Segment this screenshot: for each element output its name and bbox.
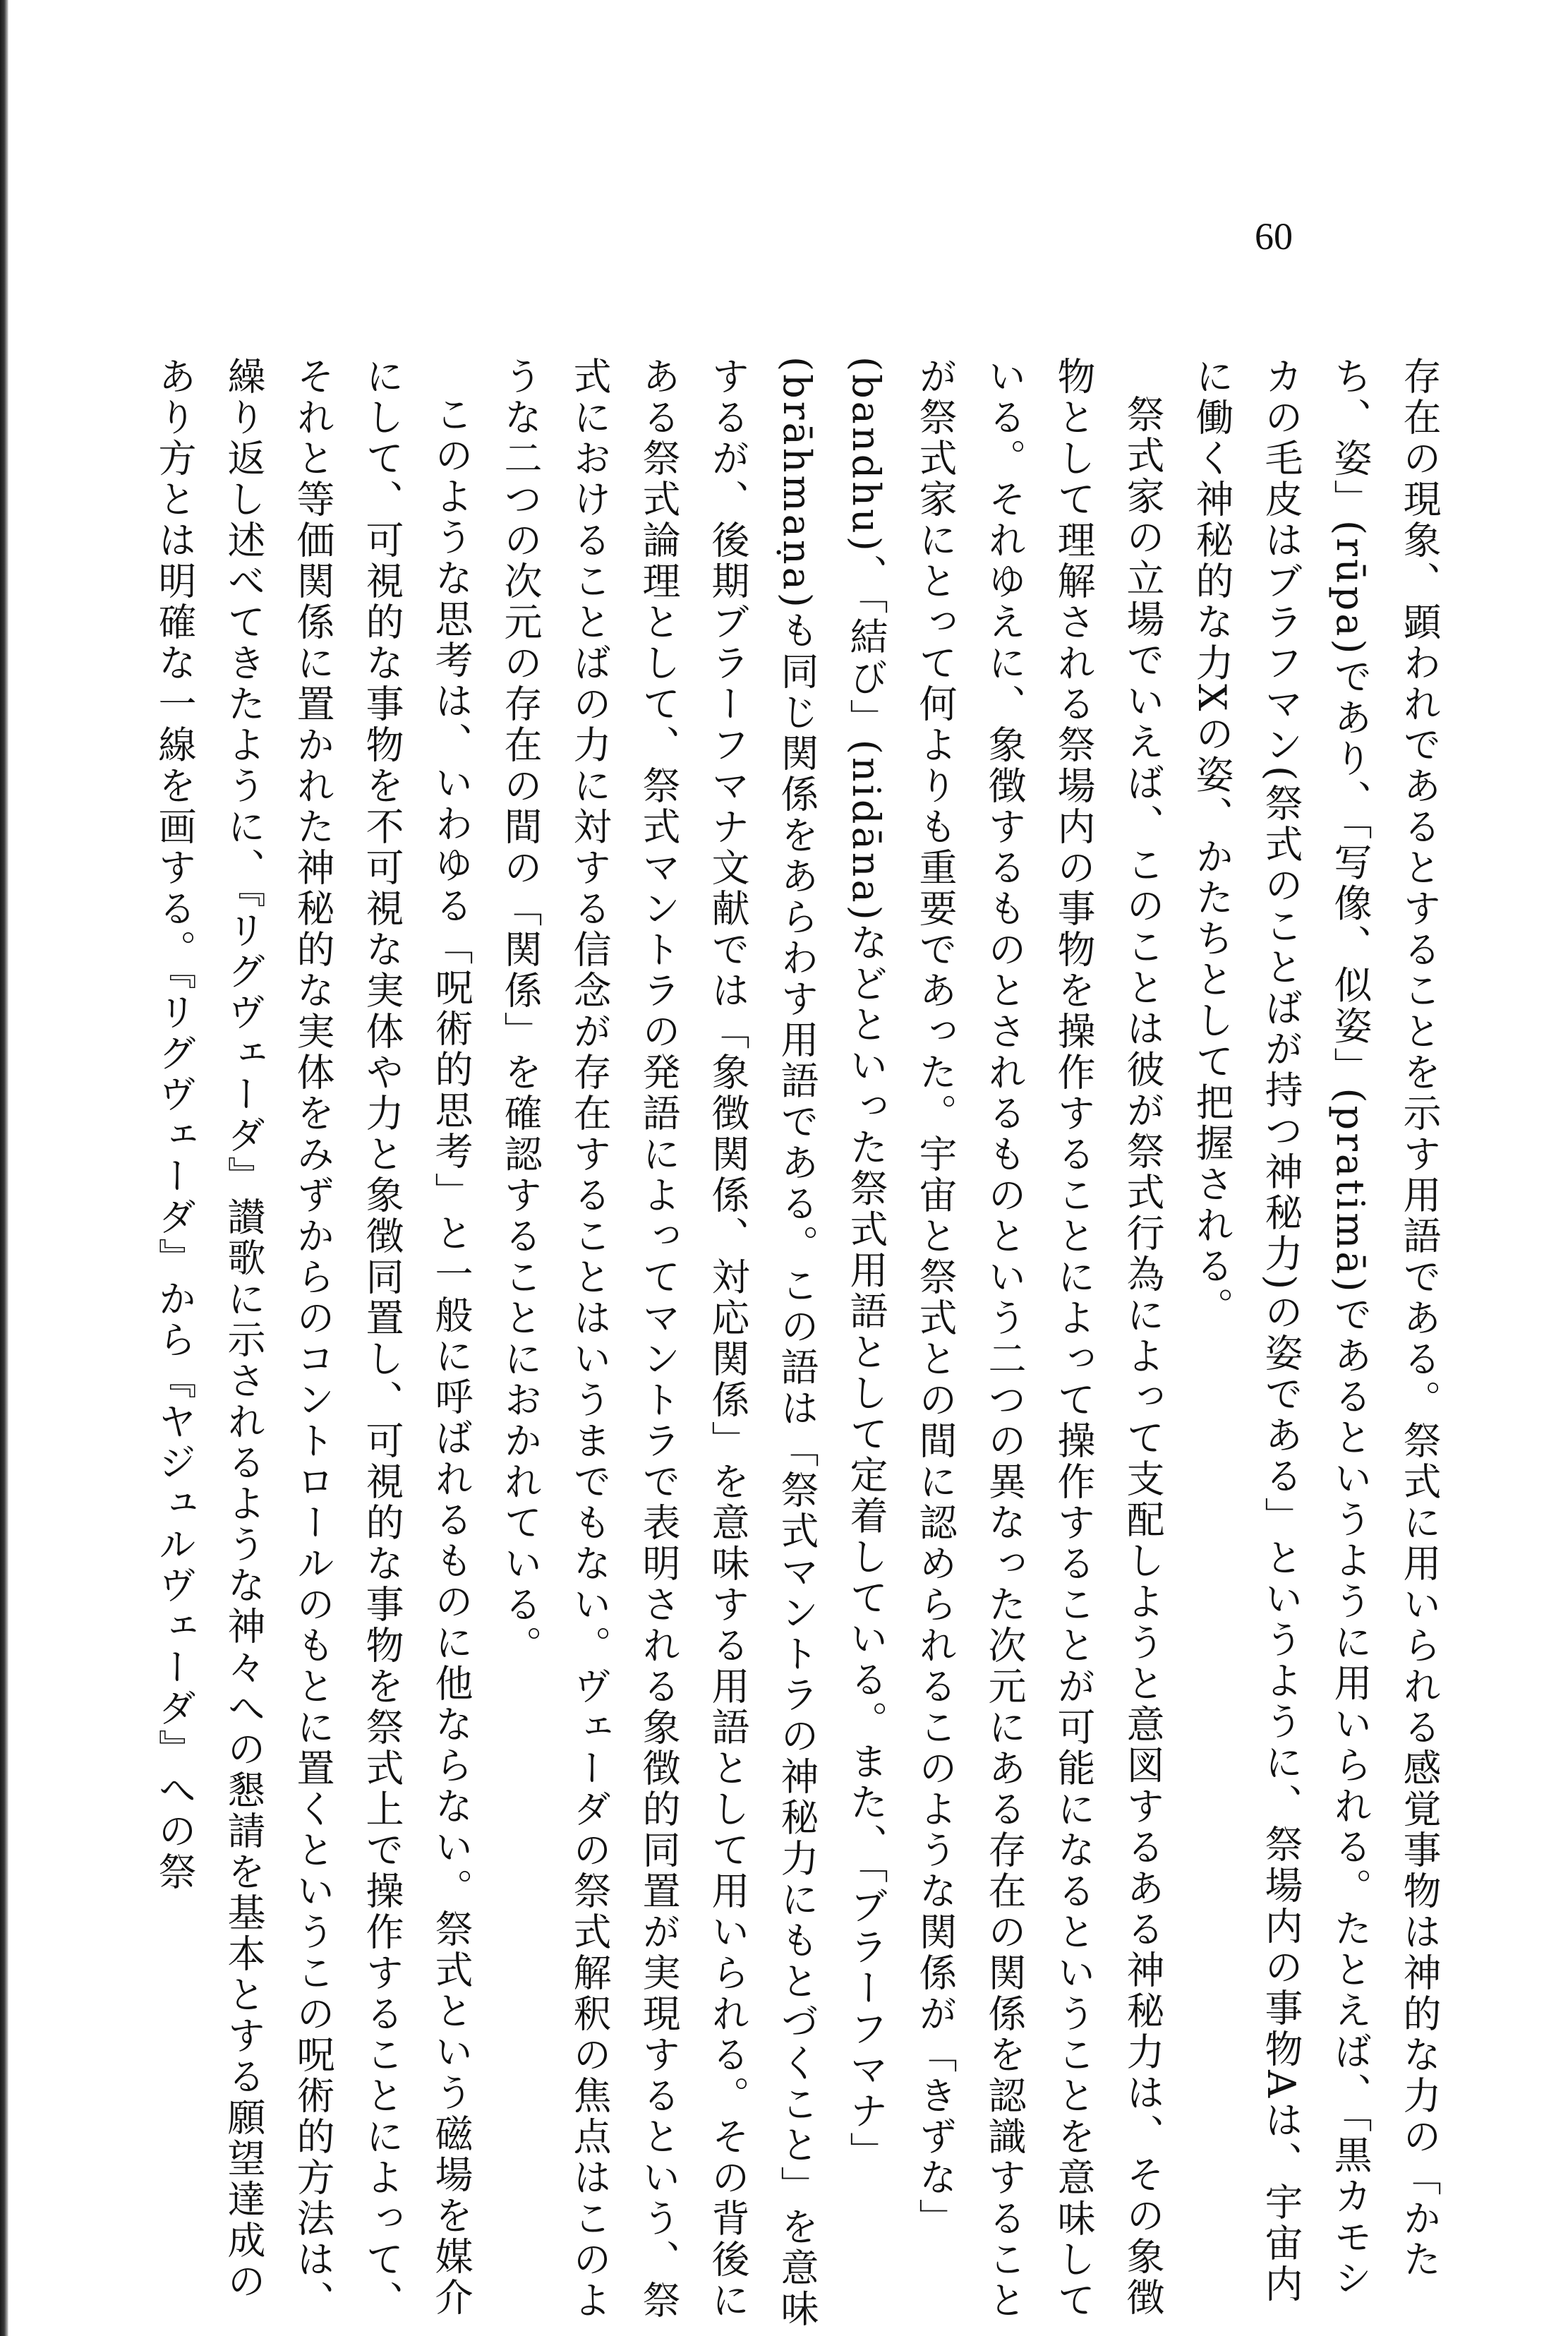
paragraph-2: 祭式家の立場でいえば、このことは彼が祭式行為によって支配しようと意図するある神秘力は、その象徴物として理解される祭場内の事物を操作することによって操作することが可能になるということを意味している。それゆえに、象徴するものとされるものという二つの異なった次元にある存在の関係を認識することが祭式家にとって何よりも重要であった。宇宙と祭式との間に認められるこのような関係が「きずな」(bandhu)、「結び」(nidāna)などといった祭式用語として定着している。また、「ブラーフマナ」(brāhmaṇa)も同じ関係をあらわす用語である。この語は「祭式マントラの神秘力にもとづくこと」を意味するが、後期ブラーフマナ文献では「象徴関係、対応関係」を意味する用語として用いられる。その背後にある祭式論理として、祭式マントラの発語によってマントラで表明される象徴的同置が実現するという、祭式におけることばの力に対する信念が存在することはいうまでもない。ヴェーダの祭式解釈の焦点はこのような二つの次元の存在の間の「関係」を確認することにおかれている。 [498,356,1165,2330]
page-number: 60 [1255,215,1293,258]
vertical-body-text [152,356,1454,2332]
page-binding-shadow [0,0,8,2336]
paragraph-3: このような思考は、いわゆる「呪術的思考」と一般に呼ばれるものに他ならない。祭式という磁場を媒介にして、可視的な事物を不可視な実体や力と象徴同置し、可視的な事物を祭式上で操作することによって、それと等価関係に置かれた神秘的な実体をみずからのコントロールのもとに置くというこの呪術的方法は、繰り返し述べてきたように、『リグヴェーダ』讃歌に示されるような神々への懇請を基本とする願望達成のあり方とは明確な一線を画する。『リグヴェーダ』から『ヤジュルヴェーダ』への祭 [152,356,474,2321]
paragraph-1: 存在の現象、顕われであるとすることを示す用語である。祭式に用いられる感覚事物は神的な力の「かたち、姿」(rūpa)であり、「写像、似姿」(pratimā)であるというように用いられる。たとえば、「黒カモシカの毛皮はブラフマン(祭式のことばが持つ神秘力)の姿である」というように、祭場内の事物Aは、宇宙内に働く神秘的な力Xの姿、かたちとして把握される。 [1190,356,1442,2306]
